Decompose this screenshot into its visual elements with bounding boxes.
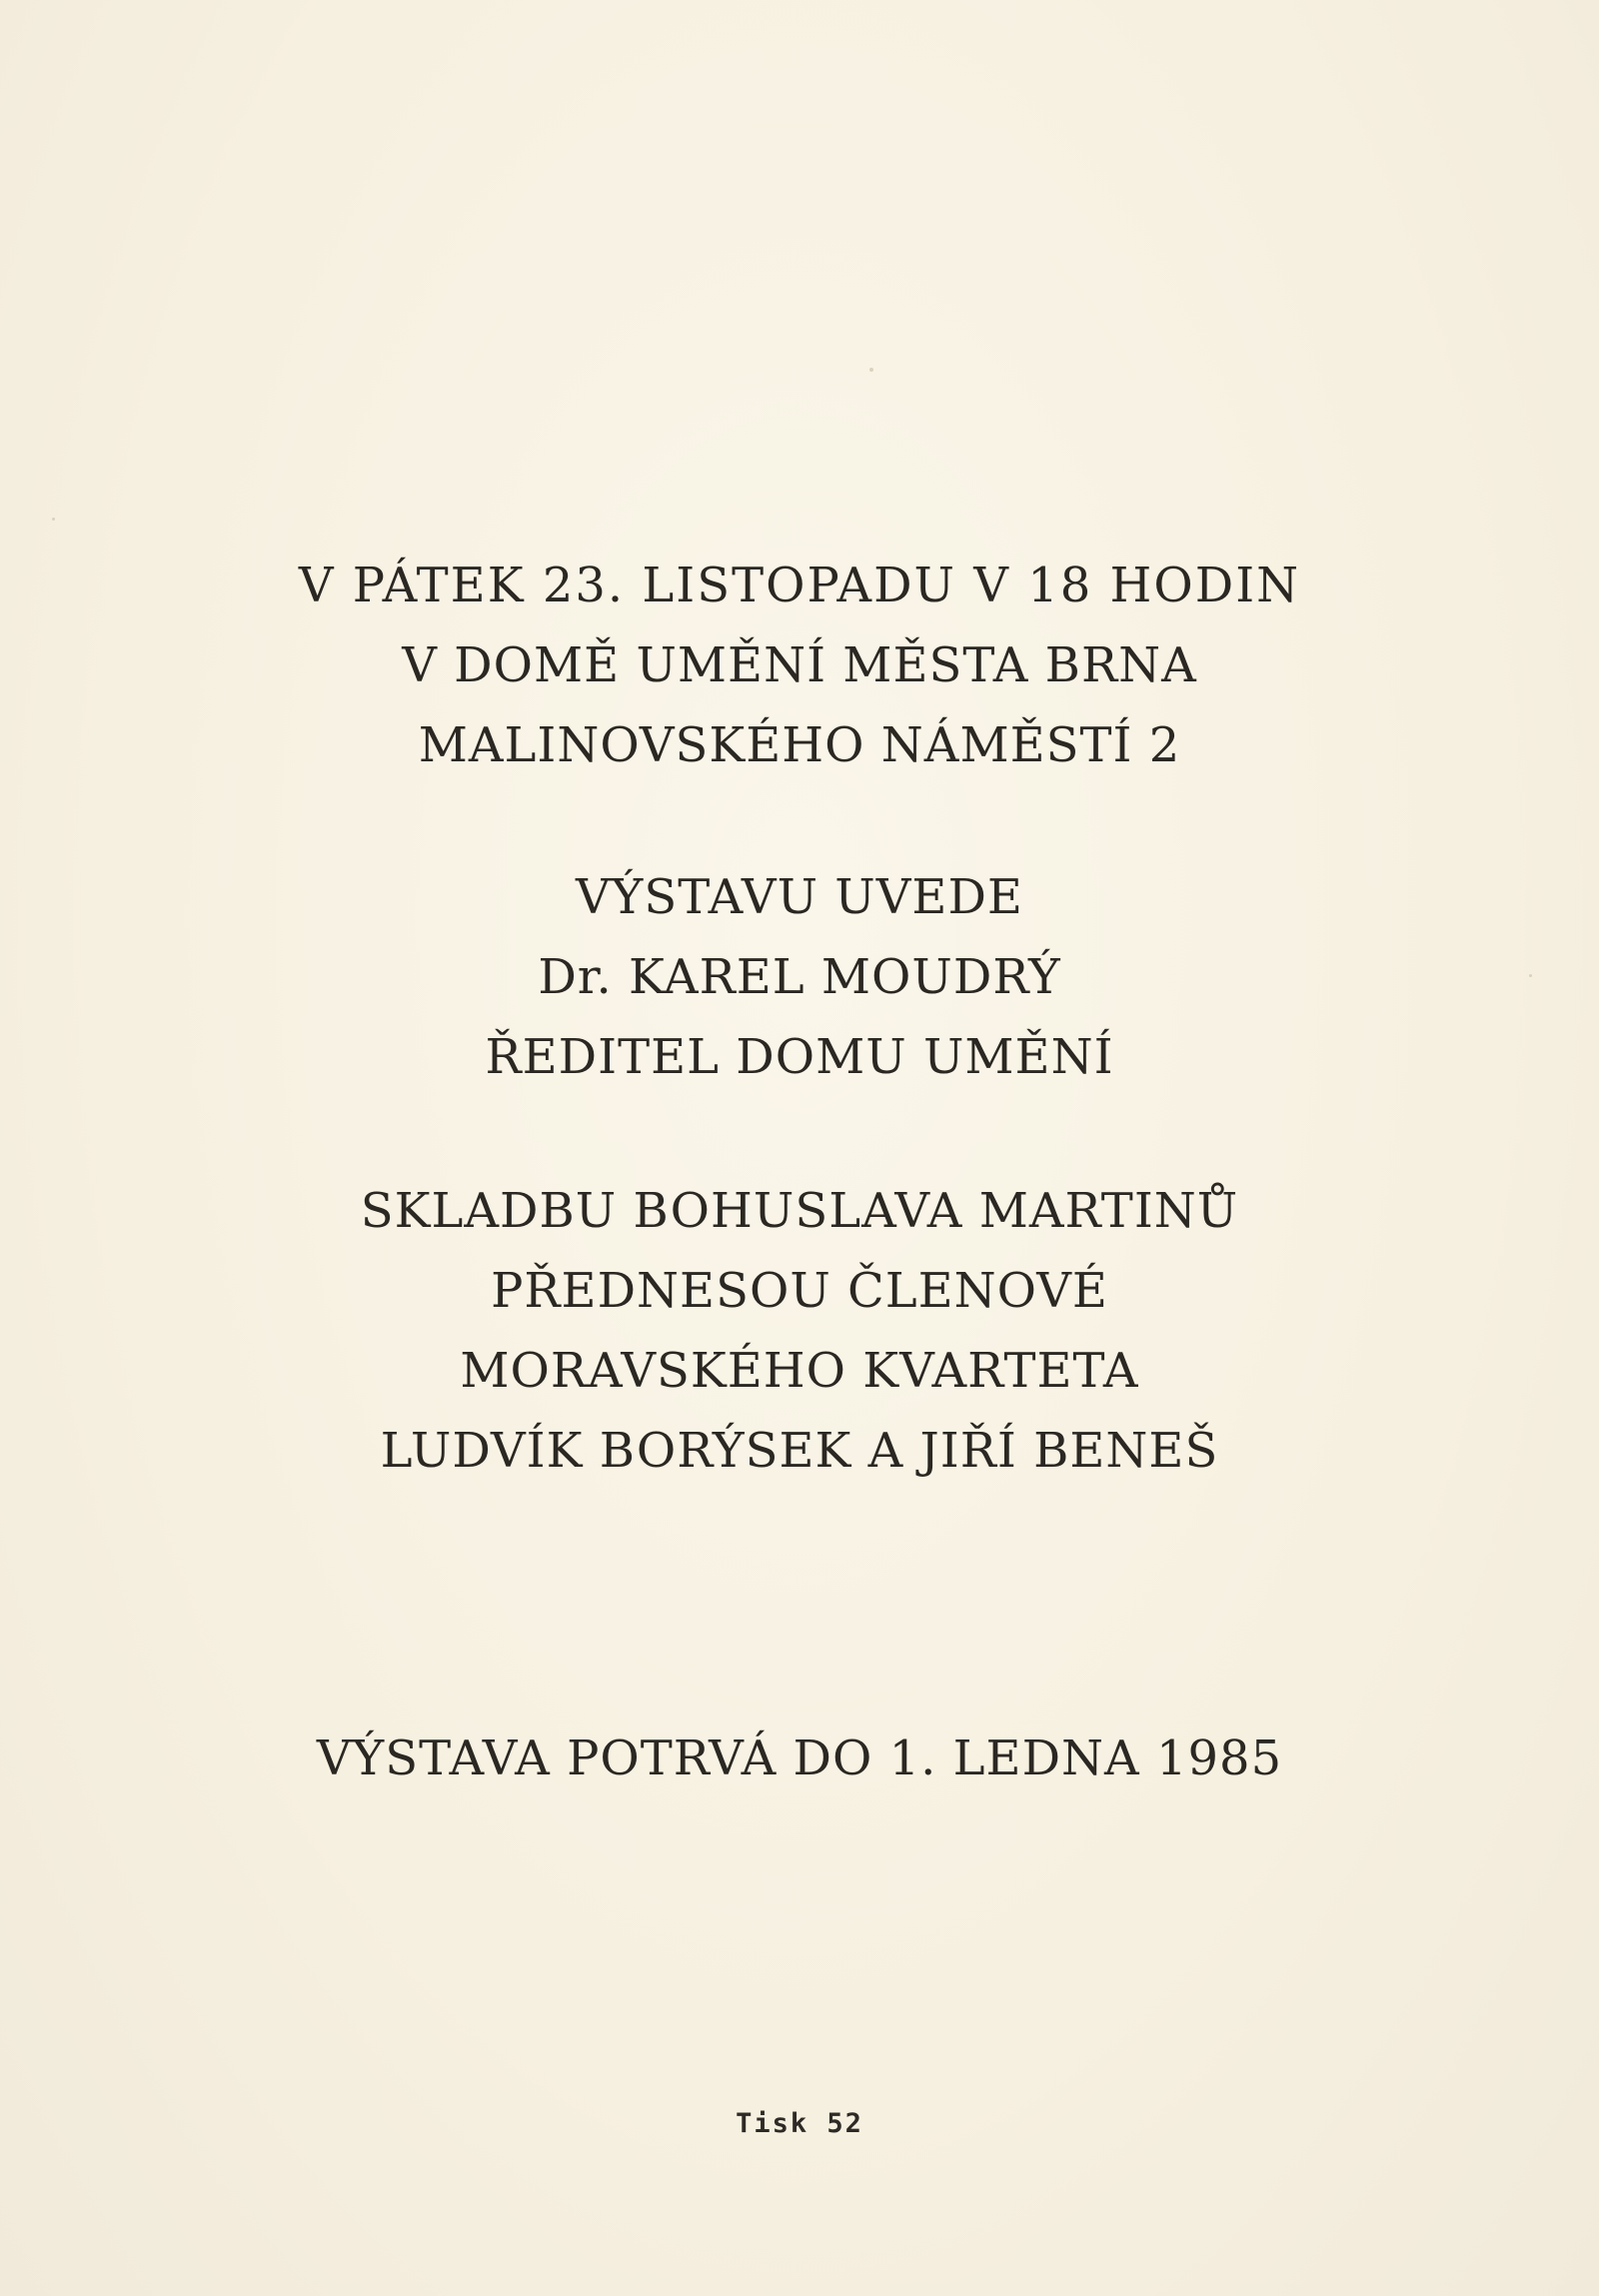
music-performer-names: LUDVÍK BORÝSEK A JIŘÍ BENEŠ xyxy=(380,1423,1219,1479)
exhibition-duration-block xyxy=(0,1719,1599,1798)
print-mark: Tisk 52 xyxy=(736,2108,863,2139)
event-address: MALINOVSKÉHO NÁMĚSTÍ 2 xyxy=(418,717,1181,773)
music-ensemble: MORAVSKÉHO KVARTETA xyxy=(460,1343,1139,1399)
introduction-heading: VÝSTAVU UVEDE xyxy=(576,869,1023,925)
exhibition-duration: VÝSTAVA POTRVÁ DO 1. LEDNA 1985 xyxy=(316,1730,1283,1786)
speaker-name: Dr. KAREL MOUDRÝ xyxy=(538,949,1061,1005)
event-date-time: V PÁTEK 23. LISTOPADU V 18 HODIN xyxy=(298,558,1301,613)
event-details-block xyxy=(0,546,1599,785)
introduction-block xyxy=(0,857,1599,1097)
event-venue: V DOMĚ UMĚNÍ MĚSTA BRNA xyxy=(402,637,1197,693)
music-composer: SKLADBU BOHUSLAVA MARTINŮ xyxy=(360,1183,1239,1239)
paper-speck xyxy=(869,368,873,372)
music-program-block xyxy=(0,1171,1599,1491)
paper-speck xyxy=(52,518,55,521)
speaker-title: ŘEDITEL DOMU UMĚNÍ xyxy=(485,1029,1114,1085)
music-performers-intro: PŘEDNESOU ČLENOVÉ xyxy=(491,1263,1108,1319)
